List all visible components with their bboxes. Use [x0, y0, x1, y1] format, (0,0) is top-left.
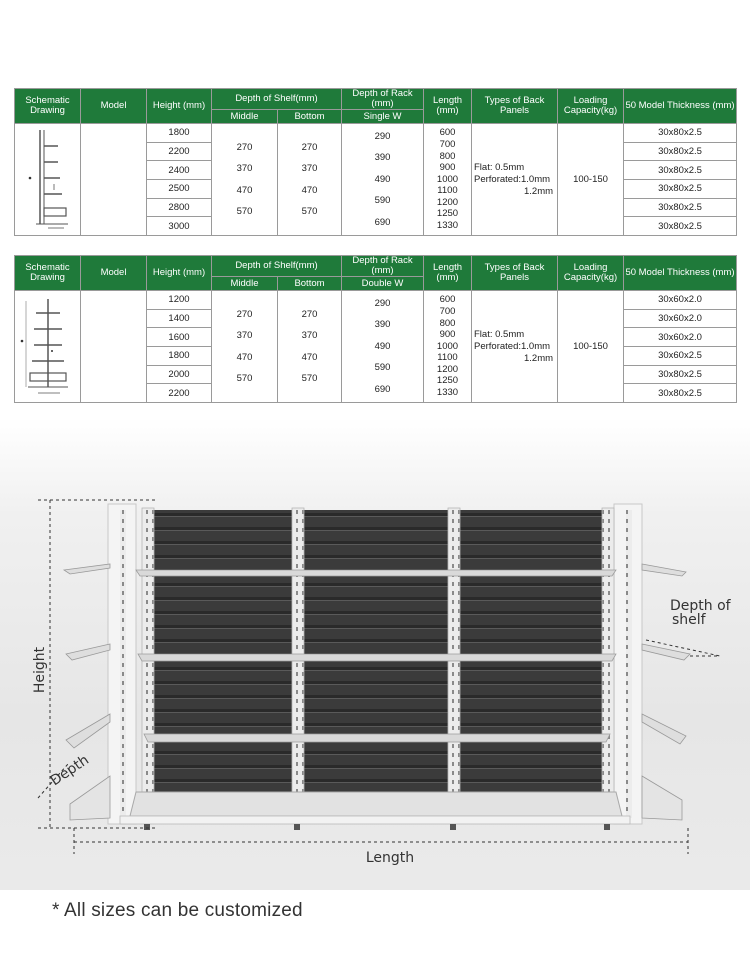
foot — [450, 824, 456, 830]
spec-table-single — [14, 88, 737, 236]
height-value: 2400 — [147, 161, 212, 180]
model-cell — [81, 124, 147, 236]
header-rack-type: Single W — [342, 110, 424, 124]
loading-capacity: 100-150 — [558, 291, 624, 403]
model-cell — [81, 291, 147, 403]
rack-depth-values: 290 390 490 590 690 — [342, 124, 424, 236]
header-bottom: Bottom — [278, 110, 342, 124]
height-value: 1800 — [147, 124, 212, 143]
header-length: Length (mm) — [424, 89, 472, 124]
customization-note: * All sizes can be customized — [52, 900, 303, 921]
side-bottom-left — [70, 776, 110, 820]
header-model: Model — [81, 89, 147, 124]
thickness-value: 30x80x2.5 — [624, 198, 737, 217]
length-values: 600 700 800 900 1000 1100 1200 1250 1330 — [424, 291, 472, 403]
thickness-value: 30x60x2.0 — [624, 328, 737, 347]
upright — [602, 508, 614, 818]
side-bottom-right — [642, 776, 682, 820]
height-value: 1600 — [147, 328, 212, 347]
middle-depth-values: 270 370 470 570 — [212, 291, 278, 403]
height-value: 2800 — [147, 198, 212, 217]
thickness-value: 30x80x2.5 — [624, 161, 737, 180]
upright — [142, 508, 154, 818]
header-model: Model — [81, 256, 147, 291]
thickness-value: 30x80x2.5 — [624, 365, 737, 384]
schematic-drawing-single — [15, 124, 81, 236]
length-values: 600 700 800 900 1000 1100 1200 1250 1330 — [424, 124, 472, 236]
end-frame-left-holes — [120, 510, 126, 818]
single-rack-schematic-icon — [18, 124, 78, 232]
header-depth-rack: Depth of Rack (mm) — [342, 89, 424, 110]
side-shelf-right — [642, 644, 690, 660]
shelf-rack-diagram — [0, 418, 750, 890]
bottom-depth-values: 270 370 470 570 — [278, 124, 342, 236]
header-bottom: Bottom — [278, 277, 342, 291]
shelf-level-top — [136, 570, 616, 576]
back-panel-types: Flat: 0.5mm Perforated:1.0mm 1.2mm — [472, 291, 558, 403]
foot — [604, 824, 610, 830]
thickness-value: 30x80x2.5 — [624, 124, 737, 143]
foot — [144, 824, 150, 830]
back-panel-types: Flat: 0.5mm Perforated:1.0mm 1.2mm — [472, 124, 558, 236]
height-value: 2000 — [147, 365, 212, 384]
side-shelf-right — [642, 714, 686, 744]
thickness-value: 30x80x2.5 — [624, 384, 737, 403]
height-value: 2200 — [147, 384, 212, 403]
shelf-level-middle — [138, 654, 616, 661]
thickness-value: 30x80x2.5 — [624, 142, 737, 161]
header-loading: Loading Capacity(kg) — [558, 89, 624, 124]
thickness-value: 30x60x2.0 — [624, 291, 737, 310]
double-rack-schematic-icon — [18, 291, 78, 399]
shelf-level-lower — [144, 734, 610, 742]
length-dimension-label: Length — [365, 850, 415, 866]
depth-shelf-label-line2: shelf — [672, 612, 706, 628]
thickness-value: 30x80x2.5 — [624, 179, 737, 198]
height-value: 1800 — [147, 346, 212, 365]
middle-depth-values: 270 370 470 570 — [212, 124, 278, 236]
height-value: 2200 — [147, 142, 212, 161]
bottom-shelf — [130, 792, 622, 816]
header-depth-rack: Depth of Rack (mm) — [342, 256, 424, 277]
thickness-value: 30x60x2.5 — [624, 346, 737, 365]
upright — [292, 508, 304, 818]
loading-capacity: 100-150 — [558, 124, 624, 236]
header-schematic: Schematic Drawing — [15, 89, 81, 124]
header-length: Length (mm) — [424, 256, 472, 291]
header-depth-shelf: Depth of Shelf(mm) — [212, 89, 342, 110]
header-thickness: 50 Model Thickness (mm) — [624, 256, 737, 291]
schematic-drawing-double — [15, 291, 81, 403]
header-back-panels: Types of Back Panels — [472, 89, 558, 124]
height-value: 1400 — [147, 309, 212, 328]
upright — [448, 508, 460, 818]
thickness-value: 30x60x2.0 — [624, 309, 737, 328]
header-height: Height (mm) — [147, 89, 212, 124]
header-back-panels: Types of Back Panels — [472, 256, 558, 291]
height-value: 2500 — [147, 179, 212, 198]
end-frame-right-holes — [626, 510, 632, 818]
side-shelf-left — [64, 564, 110, 574]
bottom-depth-values: 270 370 470 570 — [278, 291, 342, 403]
spec-table-double — [14, 255, 737, 403]
height-dimension-label: Height — [32, 646, 48, 694]
side-shelf-left — [66, 714, 110, 748]
side-shelf-left — [66, 644, 110, 660]
height-value: 3000 — [147, 217, 212, 236]
thickness-value: 30x80x2.5 — [624, 217, 737, 236]
header-rack-type: Double W — [342, 277, 424, 291]
depth-shelf-label-line1: Depth of — [670, 598, 731, 614]
header-middle: Middle — [212, 277, 278, 291]
header-loading: Loading Capacity(kg) — [558, 256, 624, 291]
header-depth-shelf: Depth of Shelf(mm) — [212, 256, 342, 277]
foot — [294, 824, 300, 830]
height-value: 1200 — [147, 291, 212, 310]
header-thickness: 50 Model Thickness (mm) — [624, 89, 737, 124]
rack-depth-values: 290 390 490 590 690 — [342, 291, 424, 403]
depth-dimension-label: Depth — [47, 752, 92, 790]
kick-plate — [120, 816, 630, 824]
header-middle: Middle — [212, 110, 278, 124]
side-shelf-right — [642, 564, 686, 576]
header-schematic: Schematic Drawing — [15, 256, 81, 291]
header-height: Height (mm) — [147, 256, 212, 291]
